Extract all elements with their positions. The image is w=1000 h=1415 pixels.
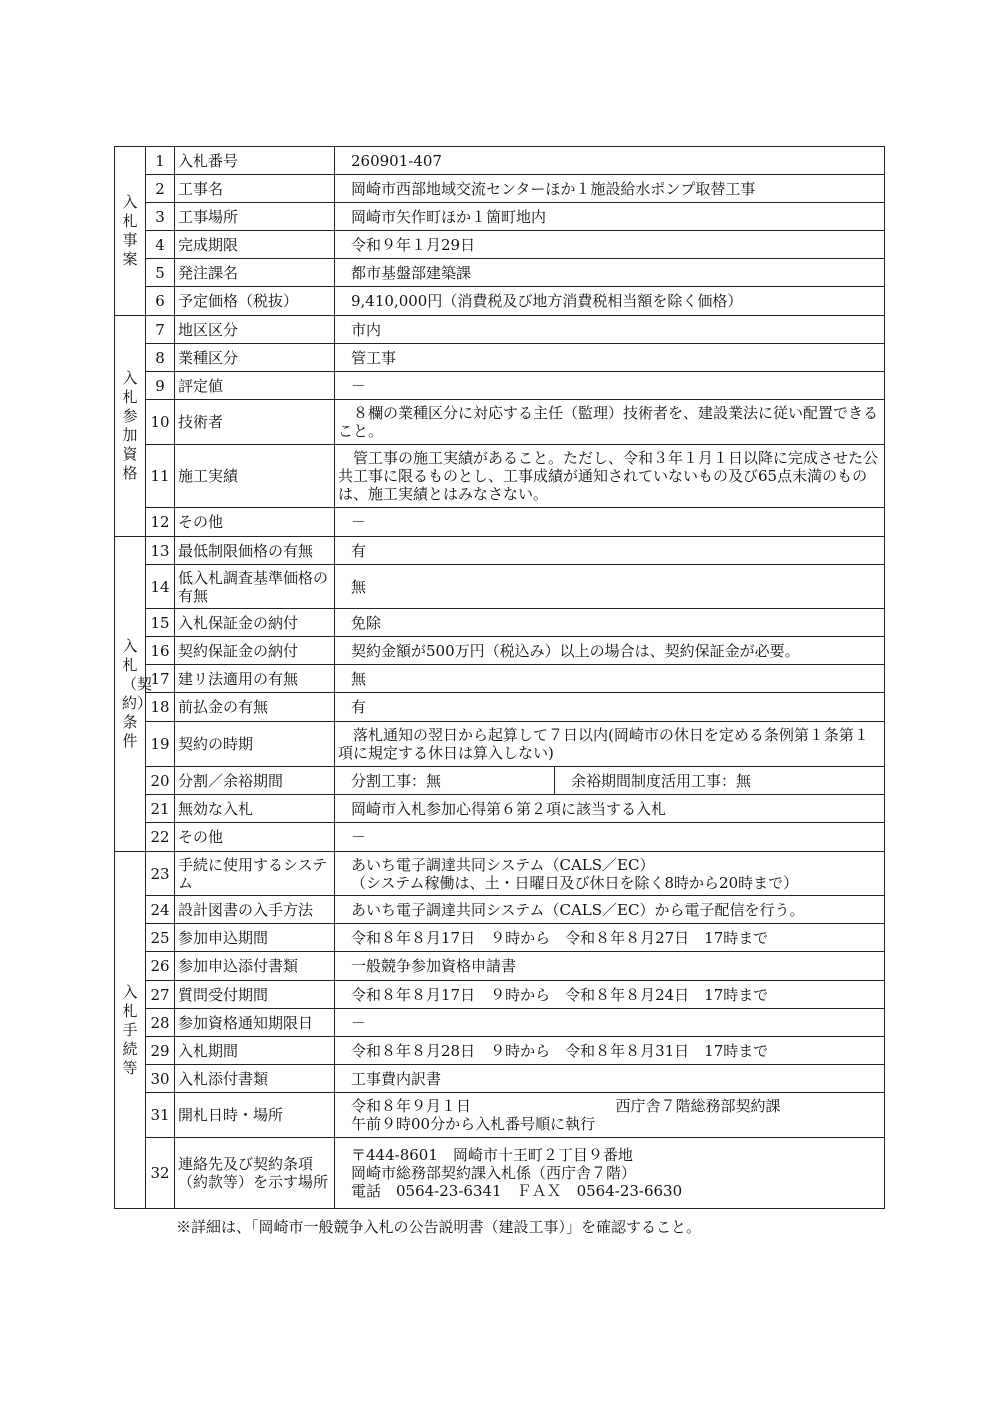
- row-value-split-a: 分割工事：無: [335, 767, 555, 795]
- row-value: －: [335, 823, 885, 852]
- row-label: 無効な入札: [175, 795, 335, 823]
- table-row: [115, 722, 885, 767]
- table-row: [115, 609, 885, 637]
- row-value: 管工事の施工実績があること。ただし、令和３年１月１日以降に完成させた公共工事に限るものとし、工事成績が通知されていないもの及び65点未満のものは、施工実績とはみなさない。: [335, 445, 885, 508]
- row-number: 27: [146, 981, 175, 1009]
- row-label: 工事名: [175, 175, 335, 203]
- row-label: 契約保証金の納付: [175, 637, 335, 665]
- row-label: 質問受付期間: [175, 981, 335, 1009]
- table-row: [115, 203, 885, 231]
- row-value: －: [335, 372, 885, 400]
- row-number: 31: [146, 1093, 175, 1138]
- table-row: [115, 665, 885, 693]
- row-value: 一般競争参加資格申請書: [335, 952, 885, 981]
- row-value: 令和８年８月17日 ９時から 令和８年８月24日 17時まで: [335, 981, 885, 1009]
- row-value: 免除: [335, 609, 885, 637]
- row-value: －: [335, 1009, 885, 1037]
- row-value: ８欄の業種区分に対応する主任（監理）技術者を、建設業法に従い配置できること。: [335, 400, 885, 445]
- row-number: 25: [146, 924, 175, 952]
- row-label: その他: [175, 508, 335, 537]
- row-label: 技術者: [175, 400, 335, 445]
- row-number: 10: [146, 400, 175, 445]
- row-number: 21: [146, 795, 175, 823]
- table-row: [115, 316, 885, 344]
- row-number: 15: [146, 609, 175, 637]
- table-row: [115, 372, 885, 400]
- open-time: 午前９時00分から入札番号順に執行: [351, 1115, 596, 1133]
- row-label: 前払金の有無: [175, 693, 335, 722]
- row-label: 入札期間: [175, 1037, 335, 1065]
- table-row: [115, 1065, 885, 1093]
- row-label: 建リ法適用の有無: [175, 665, 335, 693]
- row-label: その他: [175, 823, 335, 852]
- row-number: 23: [146, 852, 175, 896]
- table-row: [115, 952, 885, 981]
- table-row: [115, 231, 885, 259]
- table-row: [115, 693, 885, 722]
- row-number: 14: [146, 565, 175, 609]
- row-label: 参加申込期間: [175, 924, 335, 952]
- table-row: [115, 508, 885, 537]
- row-label: 完成期限: [175, 231, 335, 259]
- table-row: [115, 287, 885, 316]
- row-value: －: [335, 508, 885, 537]
- row-number: 4: [146, 231, 175, 259]
- row-label: 発注課名: [175, 259, 335, 287]
- row-number: 1: [146, 147, 175, 175]
- table-row: [115, 823, 885, 852]
- section-header-s3: [115, 537, 153, 852]
- open-date: 令和８年９月１日: [351, 1097, 472, 1115]
- row-label: 入札添付書類: [175, 1065, 335, 1093]
- table-row: [115, 259, 885, 287]
- row-number: 16: [146, 637, 175, 665]
- row-label: 業種区分: [175, 344, 335, 372]
- row-value: 管工事: [335, 344, 885, 372]
- bid-announcement-table: [114, 146, 885, 1209]
- table-row: [115, 565, 885, 609]
- row-label: 入札保証金の納付: [175, 609, 335, 637]
- row-number: 5: [146, 259, 175, 287]
- open-place: 西庁舎７階総務部契約課: [615, 1097, 781, 1115]
- row-label: 設計図書の入手方法: [175, 896, 335, 924]
- row-label: 分割／余裕期間: [175, 767, 335, 795]
- row-number: 22: [146, 823, 175, 852]
- row-number: 17: [146, 665, 175, 693]
- row-value: 契約金額が500万円（税込み）以上の場合は、契約保証金が必要。: [335, 637, 885, 665]
- row-label: 連絡先及び契約条項（約款等）を示す場所: [175, 1138, 335, 1209]
- row-value: 令和９年１月29日: [335, 231, 885, 259]
- row-label: 予定価格（税抜）: [175, 287, 335, 316]
- row-label: 入札番号: [175, 147, 335, 175]
- row-value: あいち電子調達共同システム（CALS／EC） （システム稼働は、土・日曜日及び休日を除く8時から20時まで）: [335, 852, 885, 896]
- row-number: 11: [146, 445, 175, 508]
- row-number: 7: [146, 316, 175, 344]
- row-label: 手続に使用するシステム: [175, 852, 335, 896]
- row-number: 8: [146, 344, 175, 372]
- row-value: 岡崎市入札参加心得第６第２項に該当する入札: [335, 795, 885, 823]
- row-label: 施工実績: [175, 445, 335, 508]
- table-row: [115, 1138, 885, 1209]
- table-row: [115, 795, 885, 823]
- table-row: [115, 400, 885, 445]
- table-row: [115, 1009, 885, 1037]
- row-value: 無: [335, 665, 885, 693]
- row-number: 6: [146, 287, 175, 316]
- row-number: 18: [146, 693, 175, 722]
- row-value: 落札通知の翌日から起算して７日以内(岡崎市の休日を定める条例第１条第１項に規定する休日は算入しない): [335, 722, 885, 767]
- row-number: 12: [146, 508, 175, 537]
- row-value: 260901-407: [335, 147, 885, 175]
- table-row: [115, 147, 885, 175]
- row-value: [335, 1093, 885, 1138]
- table-row: [115, 1037, 885, 1065]
- section-header-s2: [115, 316, 146, 537]
- section-label: 入札参加資格: [122, 369, 138, 482]
- table-row: [115, 924, 885, 952]
- row-label: 地区区分: [175, 316, 335, 344]
- table-row: [115, 637, 885, 665]
- row-value: 〒444-8601 岡崎市十王町２丁目９番地 岡崎市総務部契約課入札係（西庁舎７階） 電話 0564-23-6341 ＦＡＸ 0564-23-6630: [335, 1138, 885, 1209]
- row-number: 20: [146, 767, 175, 795]
- row-number: 2: [146, 175, 175, 203]
- row-value: 有: [335, 537, 885, 565]
- row-value: あいち電子調達共同システム（CALS／EC）から電子配信を行う。: [335, 896, 885, 924]
- row-value: 市内: [335, 316, 885, 344]
- row-label: 契約の時期: [175, 722, 335, 767]
- row-label: 工事場所: [175, 203, 335, 231]
- row-number: 32: [146, 1138, 175, 1209]
- row-number: 26: [146, 952, 175, 981]
- table-body: [115, 147, 885, 1209]
- row-value: 9,410,000円（消費税及び地方消費税相当額を除く価格）: [335, 287, 885, 316]
- row-label: 最低制限価格の有無: [175, 537, 335, 565]
- section-label: 入札事案: [122, 193, 138, 268]
- footnote: ※詳細は、「岡崎市一般競争入札の公告説明書（建設工事）」を確認すること。: [176, 1218, 702, 1236]
- table-row: [115, 344, 885, 372]
- row-value: 岡崎市矢作町ほか１箇町地内: [335, 203, 885, 231]
- row-value: 岡崎市西部地域交流センターほか１施設給水ポンプ取替工事: [335, 175, 885, 203]
- table-row: [115, 175, 885, 203]
- row-number: 30: [146, 1065, 175, 1093]
- table-row: [115, 445, 885, 508]
- row-label: 参加資格通知期限日: [175, 1009, 335, 1037]
- row-number: 13: [146, 537, 175, 565]
- row-number: 9: [146, 372, 175, 400]
- table-row: [115, 537, 885, 565]
- row-value: 令和８年８月28日 ９時から 令和８年８月31日 17時まで: [335, 1037, 885, 1065]
- table-row: [115, 981, 885, 1009]
- section-header-s1: [115, 147, 146, 316]
- row-number: 24: [146, 896, 175, 924]
- row-label: 参加申込添付書類: [175, 952, 335, 981]
- row-value: 令和８年８月17日 ９時から 令和８年８月27日 17時まで: [335, 924, 885, 952]
- row-number: 29: [146, 1037, 175, 1065]
- row-value: 有: [335, 693, 885, 722]
- table-row: [115, 852, 885, 896]
- row-value: 工事費内訳書: [335, 1065, 885, 1093]
- section-label: 入札手続等: [122, 982, 138, 1077]
- row-number: 19: [146, 722, 175, 767]
- row-number: 28: [146, 1009, 175, 1037]
- table-row: [115, 1093, 885, 1138]
- row-value: 無: [335, 565, 885, 609]
- row-value-split-b: 余裕期間制度活用工事：無: [555, 767, 885, 795]
- row-number: 3: [146, 203, 175, 231]
- row-label: 低入札調査基準価格の有無: [175, 565, 335, 609]
- row-label: 開札日時・場所: [175, 1093, 335, 1138]
- table-row: [115, 896, 885, 924]
- row-value: 都市基盤部建築課: [335, 259, 885, 287]
- section-header-s4: [115, 852, 146, 1209]
- table-row: [115, 767, 885, 795]
- row-label: 評定値: [175, 372, 335, 400]
- section-label: 入札（契約）条件: [122, 637, 153, 750]
